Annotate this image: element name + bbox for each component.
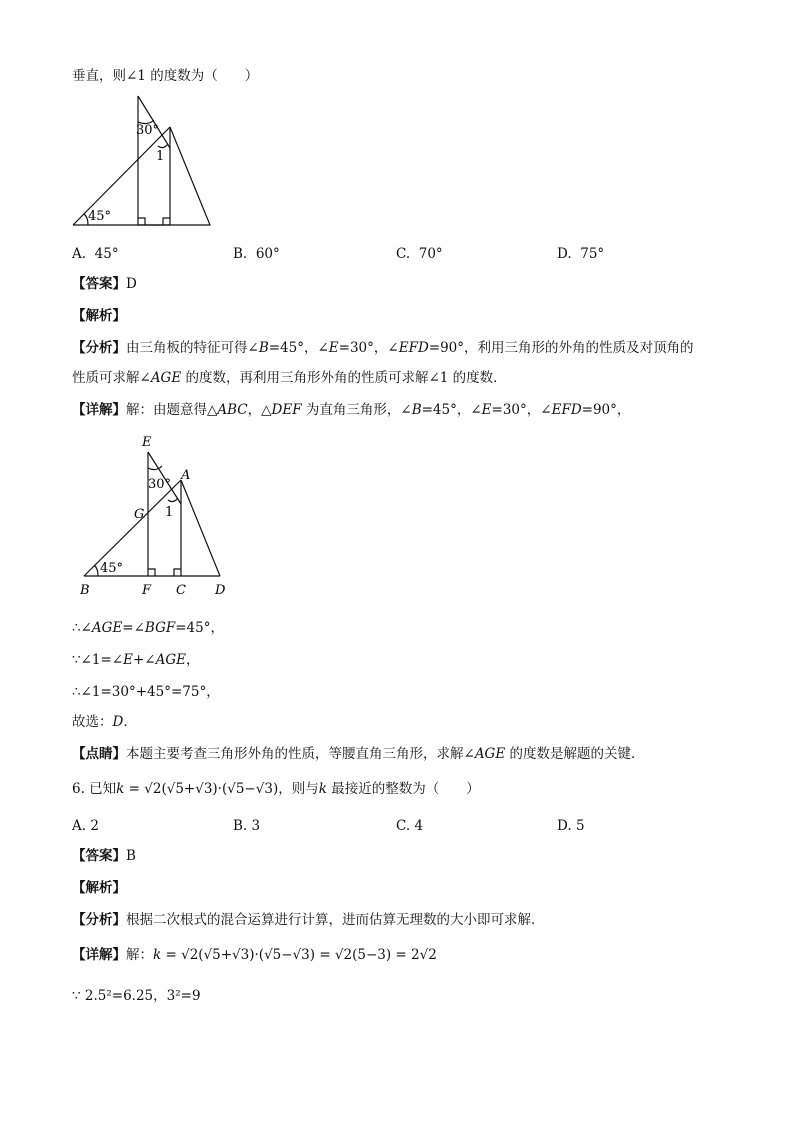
- q5-option-b: B. 60°: [233, 246, 280, 262]
- q5-option-d: D. 75°: [557, 246, 605, 262]
- fig2-label-b: B: [80, 583, 90, 598]
- q5-stem-tail: 垂直，则∠1 的度数为（ ）: [72, 68, 259, 84]
- fig2-label-d: D: [215, 583, 226, 598]
- q6-estimate: ∵ 2.5²=6.25，3²=9: [72, 988, 201, 1004]
- q6-option-b: B. 3: [233, 818, 261, 834]
- fig2-angle-45: 45°: [100, 561, 124, 576]
- fig1-angle-1: 1: [156, 149, 165, 164]
- fig2-label-g: G: [134, 507, 145, 522]
- q6-solution-expression: √2(√5+√3)·(√5−√3) = √2(5−3) = 2√2: [181, 947, 437, 963]
- step-2: ∵∠1=∠E+∠AGE，: [72, 652, 200, 668]
- q6-fenxi: 【分析】根据二次根式的混合运算进行计算，进而估算无理数的大小即可求解．: [72, 912, 545, 928]
- step-1: ∴∠AGE=∠BGF=45°，: [72, 620, 224, 636]
- fig2-label-a: A: [181, 468, 191, 483]
- q6-stem: 6. 已知k = √2(√5+√3)·(√5−√3)，则与k 最接近的整数为（ ）: [72, 781, 480, 797]
- q5-analysis-heading: 【解析】: [72, 308, 126, 324]
- step-3: ∴∠1=30°+45°=75°，: [72, 684, 220, 700]
- fig1-angle-30: 30°: [136, 123, 160, 138]
- figure-triangles-1: [68, 92, 218, 230]
- q5-fenxi-line1: 【分析】由三角板的特征可得∠B=45°，∠E=30°，∠EFD=90°，利用三角形的外角的性质及对顶角的: [72, 340, 694, 356]
- fig2-label-f: F: [142, 583, 152, 598]
- q5-xiangjie: 【详解】解：由题意得△ABC，△DEF 为直角三角形，∠B=45°，∠E=30°，∠EFD=90°，: [72, 402, 631, 418]
- q6-expression: √2(√5+√3)·(√5−√3): [144, 781, 279, 797]
- q6-option-d: D. 5: [557, 818, 585, 834]
- fig1-angle-45: 45°: [88, 209, 112, 224]
- fig2-angle-1: 1: [165, 505, 174, 520]
- figure-triangles-2: [72, 430, 242, 602]
- q6-option-a: A. 2: [72, 818, 99, 834]
- q5-option-a: A. 45°: [72, 246, 119, 262]
- q5-dianjing: 【点睛】本题主要考查三角形外角的性质，等腰直角三角形，求解∠AGE 的度数是解题的关键．: [72, 746, 645, 762]
- q6-option-c: C. 4: [396, 818, 424, 834]
- step-4: 故选：D．: [72, 714, 137, 730]
- fig2-label-e: E: [142, 435, 152, 450]
- q5-option-c: C. 70°: [396, 246, 443, 262]
- q5-answer: 【答案】D: [72, 276, 137, 292]
- q6-xiangjie: 【详解】解：k = √2(√5+√3)·(√5−√3) = √2(5−3) = 2√2: [72, 947, 437, 963]
- q5-fenxi-line2: 性质可求解∠AGE 的度数，再利用三角形外角的性质可求解∠1 的度数．: [72, 370, 507, 386]
- q6-analysis-heading: 【解析】: [72, 880, 126, 896]
- fig2-label-c: C: [176, 583, 186, 598]
- q6-answer: 【答案】B: [72, 848, 136, 864]
- fig2-angle-30: 30°: [148, 477, 172, 492]
